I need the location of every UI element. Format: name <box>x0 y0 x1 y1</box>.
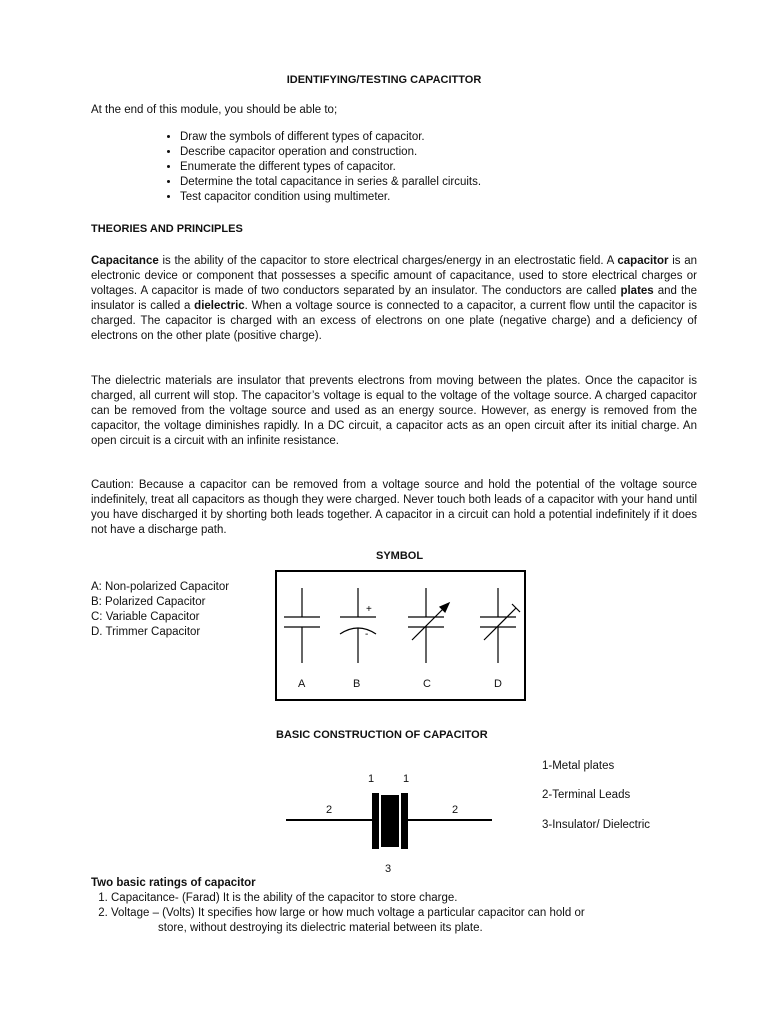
legend-item: B: Polarized Capacitor <box>91 596 206 608</box>
rating-item: 2. Voltage – (Volts) It specifies how large or how much voltage a particular capacitor can hold or store, without destroying its dielectric material between its plate. <box>111 906 711 936</box>
term-plates: plates <box>620 285 654 297</box>
term-capacitor: capacitor <box>617 255 669 267</box>
objectives-list <box>160 130 481 205</box>
page-title: IDENTIFYING/TESTING CAPACITTOR <box>286 74 482 86</box>
term-capacitance: Capacitance <box>91 255 159 267</box>
plus-sign: + <box>366 604 372 615</box>
rating-item: 1. Capacitance- (Farad) It is the ability of the capacitor to store charge. <box>111 891 711 906</box>
legend-item: A: Non-polarized Capacitor <box>91 581 230 593</box>
dielectric-number: 3 <box>385 863 392 875</box>
symbol-heading: SYMBOL <box>376 550 424 562</box>
symbol-letter-a: A <box>298 678 306 690</box>
part-label: 1-Metal plates <box>542 760 615 772</box>
symbol-box <box>275 570 526 701</box>
capacitor-symbols <box>277 572 528 703</box>
non-polarized-capacitor-symbol <box>284 588 320 663</box>
objective-item: • Determine the total capacitance in series & parallel circuits. <box>180 175 481 190</box>
capacitor-construction-diagram <box>280 770 500 860</box>
part-label: 2-Terminal Leads <box>542 789 631 801</box>
legend-item: C: Variable Capacitor <box>91 611 200 623</box>
lead-number: 2 <box>326 804 333 816</box>
dielectric-paragraph: The dielectric materials are insulator that prevents electrons from moving between the plates. Once the capacitor is charged, all current will stop. The capacitor’s voltage is equal to the voltage of the voltage source. A charged capacitor can be removed from the voltage source and used as an energy source. However, as energy is removed from the capacitor, the voltage diminishes rapidly. In a DC circuit, a capacitor acts as an open circuit after its initial charge. An open circuit is a circuit with an infinite resistance. <box>91 375 697 447</box>
symbol-letter-d: D <box>494 678 502 690</box>
plate-number: 1 <box>368 773 375 785</box>
dielectric-block <box>381 795 399 847</box>
intro-text: At the end of this module, you should be able to; <box>91 104 338 116</box>
construction-heading: BASIC CONSTRUCTION OF CAPACITOR <box>276 729 488 741</box>
term-dielectric: dielectric <box>194 300 245 312</box>
minus-sign: - <box>365 629 369 640</box>
objective-item: • Describe capacitor operation and construction. <box>180 145 481 160</box>
capacitance-paragraph: Capacitance is the ability of the capacitor to store electrical charges/energy in an electrostatic field. A capacitor is an electronic device or component that possesses a specific amount of capacitance, used to store electrical charges or voltages. A capacitor is made of two conductors separated by an insulator. The conductors are called plates and the insulator is called a dielectric. When a voltage source is connected to a capacitor, a current flow until the capacitor is charged. The capacitor is charged with an excess of electrons on one plate (negative charge) and a deficiency of electrons on the other plate (positive charge). <box>91 255 697 342</box>
symbol-legend <box>91 580 229 640</box>
symbol-letter-c: C <box>423 678 431 690</box>
symbol-letter-b: B <box>353 678 361 690</box>
part-label: 3-Insulator/ Dielectric <box>542 819 651 831</box>
plate-number: 1 <box>403 773 410 785</box>
objective-item: • Enumerate the different types of capacitor. <box>180 160 481 175</box>
metal-plate-left <box>372 793 379 849</box>
theories-heading: THEORIES AND PRINCIPLES <box>91 223 243 235</box>
ratings-heading: Two basic ratings of capacitor <box>91 877 256 889</box>
caution-paragraph: Caution: Because a capacitor can be removed from a voltage source and hold the potential of the voltage source indefinitely, treat all capacitors as though they were charged. Never touch both leads of a capacitor with your hand until you have discharged it by shorting both leads together. A capacitor in a circuit can hold a potential indefinitely if it does not have a discharge path. <box>91 479 697 536</box>
legend-item: D. Trimmer Capacitor <box>91 626 201 638</box>
trimmer-capacitor-symbol <box>480 588 520 663</box>
metal-plate-right <box>401 793 408 849</box>
polarized-capacitor-symbol <box>340 588 376 663</box>
variable-capacitor-symbol <box>408 588 449 663</box>
objective-item: • Test capacitor condition using multimeter. <box>180 190 481 205</box>
ratings-list <box>91 891 711 936</box>
lead-number: 2 <box>452 804 459 816</box>
objective-item: • Draw the symbols of different types of capacitor. <box>180 130 481 145</box>
